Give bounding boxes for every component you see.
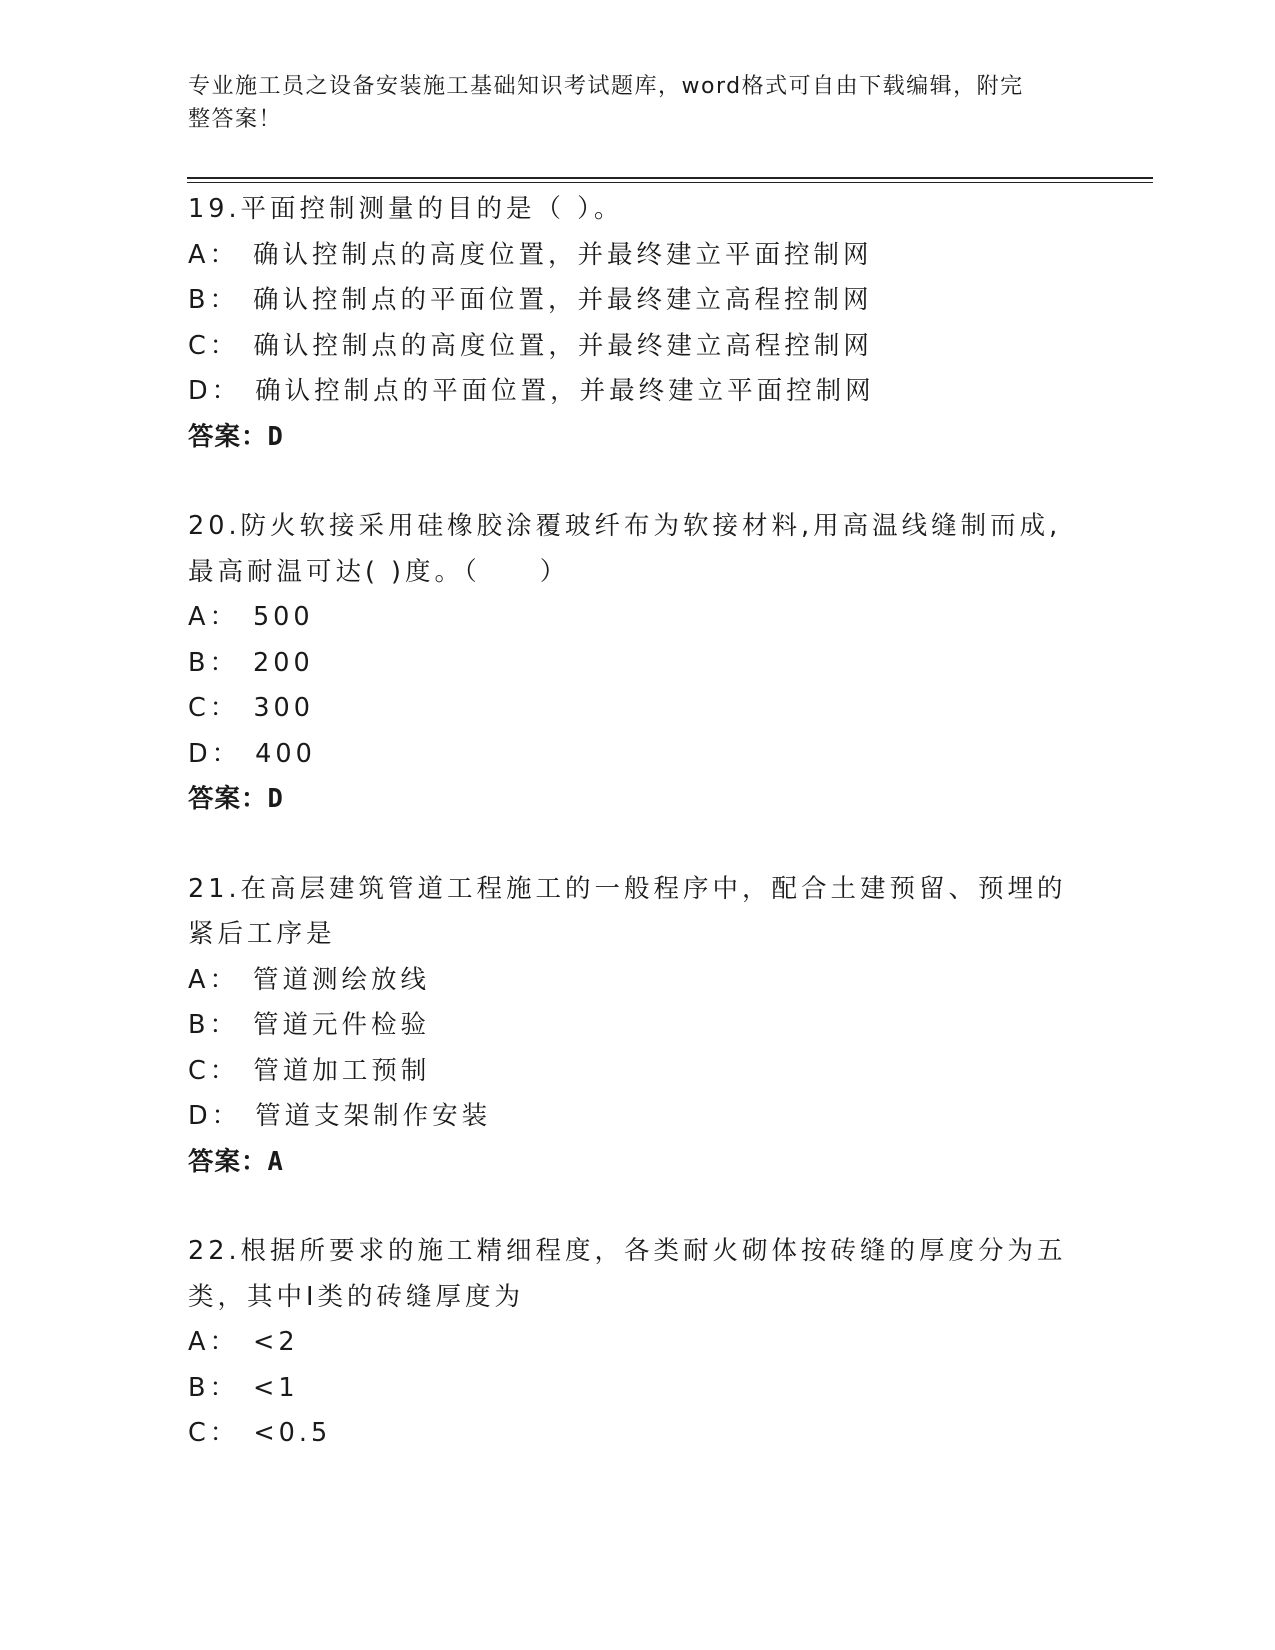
option-key: D：	[188, 738, 242, 769]
question-stem: 19.平面控制测量的目的是（ ）。	[188, 194, 624, 224]
option-a	[188, 595, 1088, 641]
question-20	[188, 504, 1088, 823]
option-text: 确认控制点的高度位置，并最终建立平面控制网	[252, 239, 873, 270]
option-text: 确认控制点的平面位置，并最终建立平面控制网	[255, 376, 875, 406]
option-text: 200	[253, 647, 314, 678]
answer-line: 答案：D	[188, 421, 284, 452]
option-a	[188, 1320, 1088, 1366]
option-key: B：	[188, 1372, 239, 1403]
question-list	[188, 187, 1088, 1501]
option-a	[188, 233, 1088, 279]
option-d	[188, 369, 1088, 415]
option-c	[188, 1049, 1088, 1095]
option-c	[188, 686, 1088, 732]
option-text: 管道元件检验	[253, 1010, 431, 1040]
header-divider-thin	[187, 182, 1153, 183]
option-text: 管道支架制作安装	[255, 1101, 492, 1131]
option-key: A：	[188, 602, 239, 632]
question-21	[188, 867, 1088, 1186]
option-key: D：	[188, 376, 242, 406]
option-text: 确认控制点的高度位置，并最终建立高程控制网	[253, 330, 873, 361]
option-b	[188, 278, 1088, 324]
option-key: C：	[188, 330, 240, 361]
option-key: B：	[188, 647, 239, 678]
answer-line: 答案：A	[188, 1146, 284, 1177]
option-text: 管道测绘放线	[252, 964, 430, 995]
header-divider-thick	[187, 177, 1153, 179]
option-text: 300	[253, 693, 314, 723]
document-header	[188, 70, 1068, 136]
option-d	[188, 1094, 1088, 1140]
option-key: D：	[188, 1101, 242, 1131]
question-stem: 22.根据所要求的施工精细程度，各类耐火砌体按砖缝的厚度分为五类，其中Ⅰ类的砖缝厚度为	[188, 1236, 1067, 1312]
option-text: 确认控制点的平面位置，并最终建立高程控制网	[253, 285, 873, 315]
option-key: B：	[188, 1010, 239, 1040]
header-title-line-2: 整答案！	[188, 107, 283, 132]
option-key: A：	[188, 239, 239, 270]
option-d	[188, 732, 1088, 778]
option-text: <2	[252, 1327, 299, 1357]
question-22	[188, 1229, 1088, 1457]
option-b	[188, 1003, 1088, 1049]
option-text: <0.5	[253, 1418, 332, 1448]
question-19	[188, 187, 1088, 460]
header-title-line-1: 专业施工员之设备安装施工基础知识考试题库，word格式可自由下载编辑，附完	[188, 74, 1024, 99]
option-text: 管道加工预制	[253, 1055, 431, 1086]
question-stem: 20.防火软接采用硅橡胶涂覆玻纤布为软接材料,用高温线缝制而成,最高耐温可达( )度。（ ）	[188, 511, 1062, 587]
answer-line: 答案：D	[188, 784, 284, 814]
option-key: C：	[188, 693, 240, 723]
option-b	[188, 641, 1088, 687]
option-text: 400	[255, 738, 316, 769]
option-c	[188, 1411, 1088, 1457]
option-c	[188, 324, 1088, 370]
option-key: A：	[188, 964, 239, 995]
option-key: A：	[188, 1327, 239, 1357]
question-stem: 21.在高层建筑管道工程施工的一般程序中，配合土建预留、预埋的紧后工序是	[188, 873, 1067, 949]
option-text: 500	[252, 602, 314, 632]
option-key: C：	[188, 1418, 240, 1448]
option-b	[188, 1366, 1088, 1412]
option-a	[188, 958, 1088, 1004]
option-text: <1	[253, 1372, 299, 1403]
option-key: B：	[188, 285, 239, 315]
option-key: C：	[188, 1055, 240, 1086]
